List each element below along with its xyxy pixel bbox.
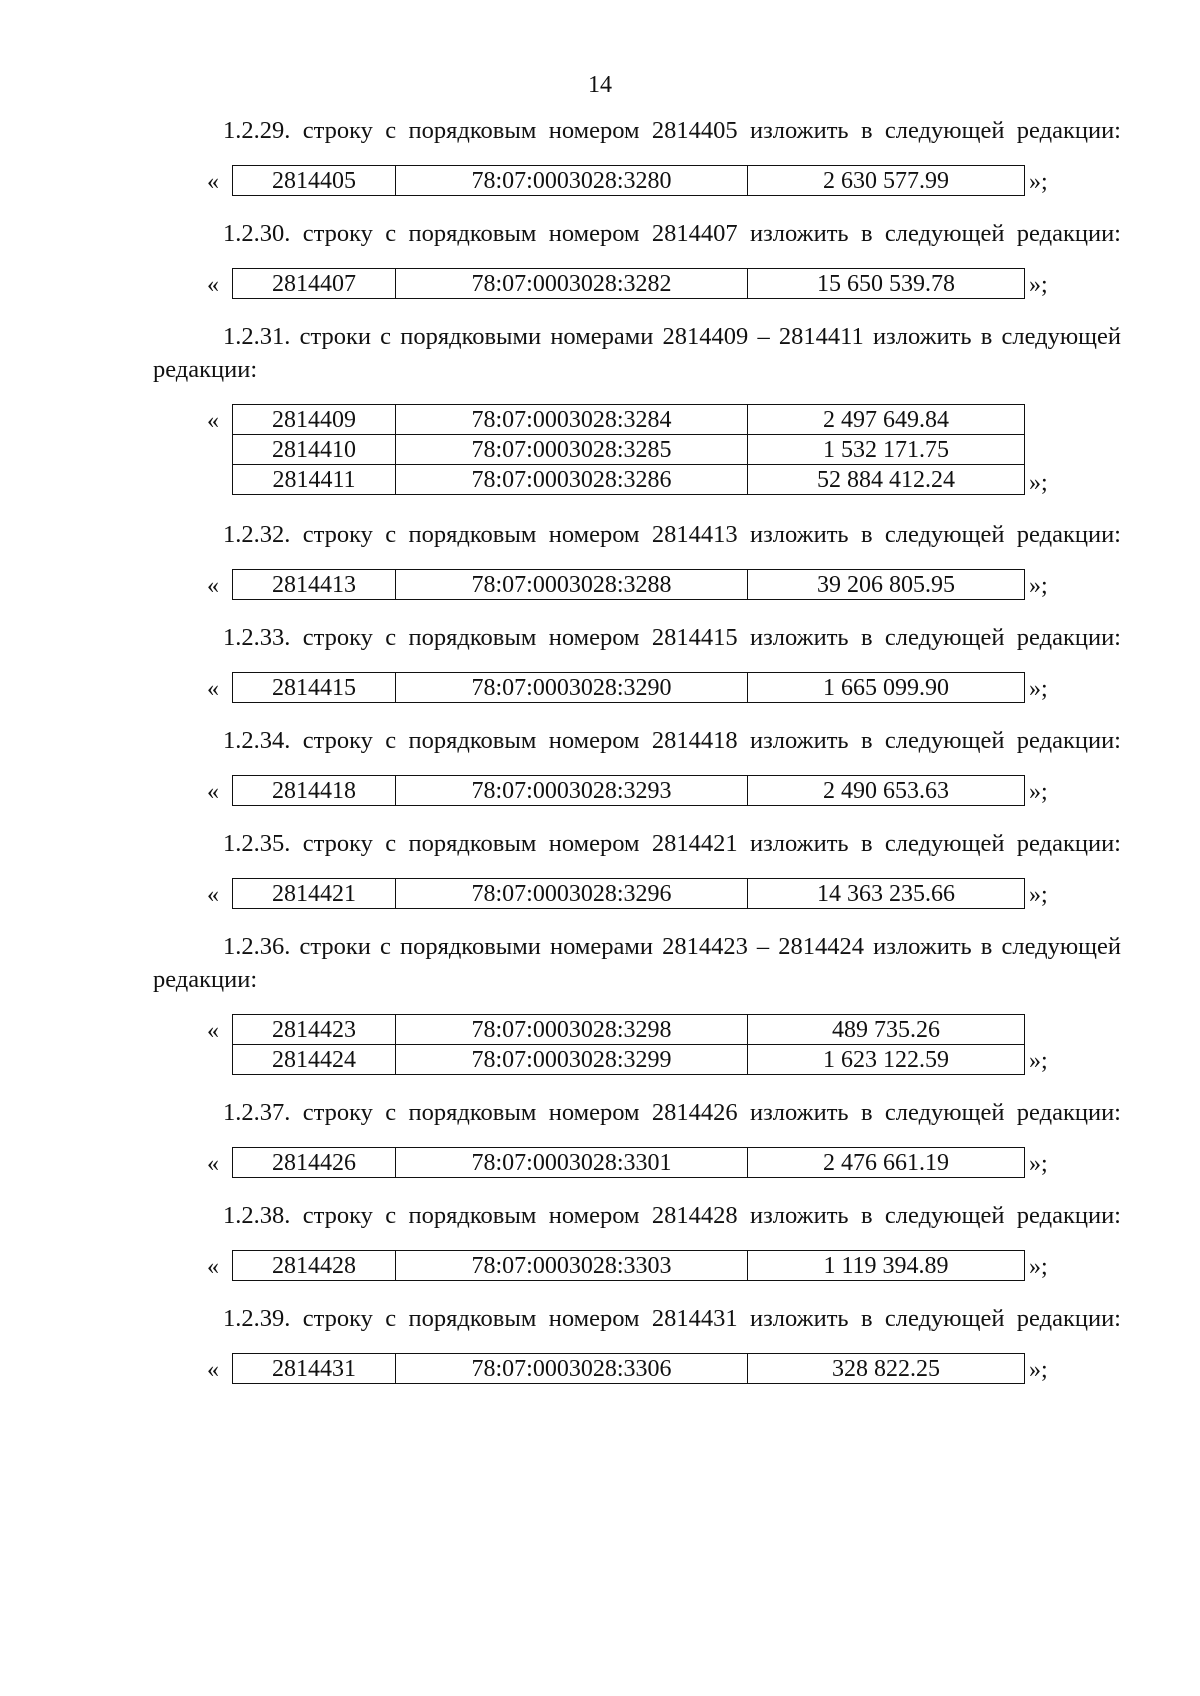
value-cell: 15 650 539.78	[748, 269, 1025, 299]
table-row	[233, 1251, 1025, 1281]
row-number-cell: 2814431	[233, 1354, 396, 1384]
opening-quote: «	[207, 272, 219, 298]
amendment-table	[232, 878, 1025, 909]
amendment-table-block	[153, 404, 1121, 498]
amendment-table	[232, 1147, 1025, 1178]
cadastral-number-cell: 78:07:0003028:3301	[396, 1148, 748, 1178]
value-cell: 39 206 805.95	[748, 570, 1025, 600]
cadastral-number-cell: 78:07:0003028:3306	[396, 1354, 748, 1384]
row-number-cell: 2814407	[233, 269, 396, 299]
table-row	[233, 166, 1025, 196]
cadastral-number-cell: 78:07:0003028:3286	[396, 465, 748, 495]
amendment-paragraph: 1.2.38. строку с порядковым номером 2814428 изложить в следующей редакции:	[223, 1202, 1121, 1229]
closing-quote: »;	[1029, 1151, 1048, 1177]
amendment-table-block	[153, 165, 1121, 197]
amendment-paragraph: 1.2.29. строку с порядковым номером 2814405 изложить в следующей редакции:	[223, 117, 1121, 144]
cadastral-number-cell: 78:07:0003028:3285	[396, 435, 748, 465]
cadastral-number-cell: 78:07:0003028:3280	[396, 166, 748, 196]
table-row	[233, 405, 1025, 435]
amendment-table-block	[153, 1147, 1121, 1179]
value-cell: 1 532 171.75	[748, 435, 1025, 465]
row-number-cell: 2814421	[233, 879, 396, 909]
amendment-paragraph: 1.2.31. строки с порядковыми номерами 2814409 – 2814411 изложить в следующей редакции:	[153, 323, 1121, 383]
amendment-table	[232, 1353, 1025, 1384]
row-number-cell: 2814409	[233, 405, 396, 435]
page-number: 14	[588, 72, 612, 98]
row-number-cell: 2814415	[233, 673, 396, 703]
cadastral-number-cell: 78:07:0003028:3288	[396, 570, 748, 600]
opening-quote: «	[207, 882, 219, 908]
amendment-table-block	[153, 569, 1121, 601]
row-number-cell: 2814424	[233, 1045, 396, 1075]
amendment-paragraph: 1.2.39. строку с порядковым номером 2814431 изложить в следующей редакции:	[223, 1305, 1121, 1332]
row-number-cell: 2814426	[233, 1148, 396, 1178]
value-cell: 2 476 661.19	[748, 1148, 1025, 1178]
table-row	[233, 879, 1025, 909]
closing-quote: »;	[1029, 169, 1048, 195]
closing-quote: »;	[1029, 470, 1048, 496]
table-row	[233, 1045, 1025, 1075]
opening-quote: «	[207, 1151, 219, 1177]
row-number-cell: 2814428	[233, 1251, 396, 1281]
amendment-table	[232, 569, 1025, 600]
table-row	[233, 776, 1025, 806]
row-number-cell: 2814418	[233, 776, 396, 806]
amendment-table-block	[153, 1250, 1121, 1282]
value-cell: 489 735.26	[748, 1015, 1025, 1045]
amendment-paragraph: 1.2.36. строки с порядковыми номерами 2814423 – 2814424 изложить в следующей редакции:	[153, 933, 1121, 993]
row-number-cell: 2814405	[233, 166, 396, 196]
opening-quote: «	[207, 169, 219, 195]
amendment-table-block	[153, 1353, 1121, 1385]
amendment-paragraph: 1.2.35. строку с порядковым номером 2814421 изложить в следующей редакции:	[223, 830, 1121, 857]
table-row	[233, 1015, 1025, 1045]
opening-quote: «	[207, 408, 219, 434]
opening-quote: «	[207, 779, 219, 805]
closing-quote: »;	[1029, 1254, 1048, 1280]
closing-quote: »;	[1029, 1048, 1048, 1074]
value-cell: 328 822.25	[748, 1354, 1025, 1384]
cadastral-number-cell: 78:07:0003028:3290	[396, 673, 748, 703]
amendment-table-block	[153, 878, 1121, 910]
closing-quote: »;	[1029, 779, 1048, 805]
cadastral-number-cell: 78:07:0003028:3303	[396, 1251, 748, 1281]
row-number-cell: 2814411	[233, 465, 396, 495]
table-row	[233, 435, 1025, 465]
row-number-cell: 2814410	[233, 435, 396, 465]
amendment-table	[232, 1014, 1025, 1075]
table-row	[233, 1148, 1025, 1178]
opening-quote: «	[207, 1357, 219, 1383]
amendment-paragraph: 1.2.30. строку с порядковым номером 2814407 изложить в следующей редакции:	[223, 220, 1121, 247]
amendment-table-block	[153, 1014, 1121, 1076]
amendment-paragraph: 1.2.37. строку с порядковым номером 2814426 изложить в следующей редакции:	[223, 1099, 1121, 1126]
opening-quote: «	[207, 676, 219, 702]
value-cell: 2 497 649.84	[748, 405, 1025, 435]
amendment-table	[232, 1250, 1025, 1281]
value-cell: 2 630 577.99	[748, 166, 1025, 196]
opening-quote: «	[207, 1018, 219, 1044]
amendment-table	[232, 268, 1025, 299]
table-row	[233, 673, 1025, 703]
cadastral-number-cell: 78:07:0003028:3296	[396, 879, 748, 909]
value-cell: 14 363 235.66	[748, 879, 1025, 909]
amendment-table	[232, 404, 1025, 495]
closing-quote: »;	[1029, 272, 1048, 298]
opening-quote: «	[207, 1254, 219, 1280]
cadastral-number-cell: 78:07:0003028:3298	[396, 1015, 748, 1045]
value-cell: 2 490 653.63	[748, 776, 1025, 806]
table-row	[233, 465, 1025, 495]
amendment-paragraph: 1.2.33. строку с порядковым номером 2814415 изложить в следующей редакции:	[223, 624, 1121, 651]
amendment-paragraph: 1.2.34. строку с порядковым номером 2814418 изложить в следующей редакции:	[223, 727, 1121, 754]
cadastral-number-cell: 78:07:0003028:3284	[396, 405, 748, 435]
value-cell: 1 119 394.89	[748, 1251, 1025, 1281]
opening-quote: «	[207, 573, 219, 599]
table-row	[233, 269, 1025, 299]
row-number-cell: 2814423	[233, 1015, 396, 1045]
value-cell: 1 665 099.90	[748, 673, 1025, 703]
value-cell: 52 884 412.24	[748, 465, 1025, 495]
amendment-table	[232, 775, 1025, 806]
table-row	[233, 1354, 1025, 1384]
amendment-table	[232, 165, 1025, 196]
amendment-table-block	[153, 268, 1121, 300]
amendment-table-block	[153, 672, 1121, 704]
row-number-cell: 2814413	[233, 570, 396, 600]
document-body	[153, 114, 1121, 1405]
closing-quote: »;	[1029, 1357, 1048, 1383]
value-cell: 1 623 122.59	[748, 1045, 1025, 1075]
amendment-paragraph: 1.2.32. строку с порядковым номером 2814413 изложить в следующей редакции:	[223, 521, 1121, 548]
table-row	[233, 570, 1025, 600]
amendment-table	[232, 672, 1025, 703]
closing-quote: »;	[1029, 676, 1048, 702]
cadastral-number-cell: 78:07:0003028:3282	[396, 269, 748, 299]
closing-quote: »;	[1029, 573, 1048, 599]
amendment-table-block	[153, 775, 1121, 807]
cadastral-number-cell: 78:07:0003028:3299	[396, 1045, 748, 1075]
closing-quote: »;	[1029, 882, 1048, 908]
cadastral-number-cell: 78:07:0003028:3293	[396, 776, 748, 806]
